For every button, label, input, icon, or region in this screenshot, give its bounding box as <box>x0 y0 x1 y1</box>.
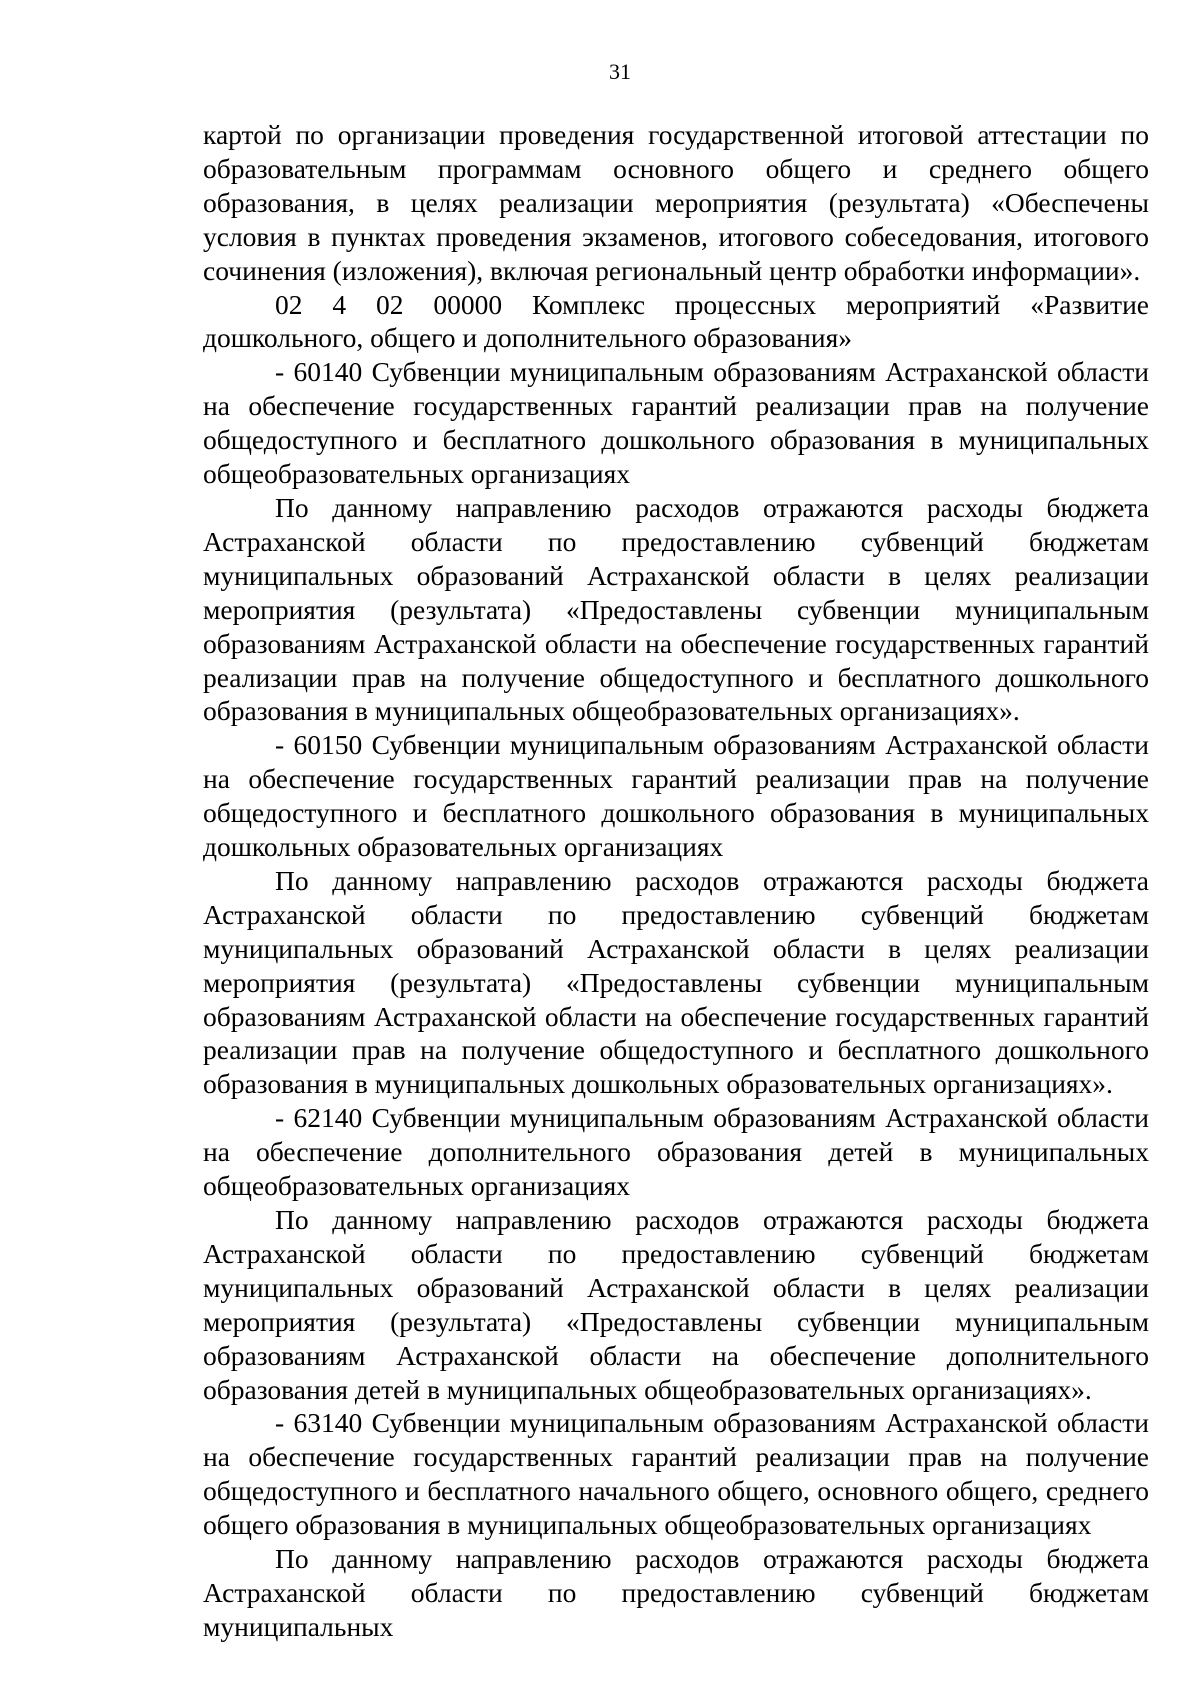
paragraph-description-60140: По данному направлению расходов отражаются расходы бюджета Астраханской области по предоставлению субвенций бюджетам муниципальных образований Астраханской области в целях реализации мероприятия (результата) «Предоставлены субвенции муниципальным образованиям Астраханской области на обеспечение государственных гарантий реализации прав на получение общедоступного и бесплатного дошкольного образования в муниципальных общеобразовательных организациях». <box>203 491 1149 727</box>
page-number: 31 <box>609 59 631 84</box>
paragraph-item-60150: - 60150 Субвенции муниципальным образованиям Астраханской области на обеспечение государственных гарантий реализации прав на получение общедоступного и бесплатного дошкольного образования в муниципальных дошкольных образовательных организациях <box>203 729 1149 863</box>
document-body <box>203 118 1149 1644</box>
paragraph-description-60150: По данному направлению расходов отражаются расходы бюджета Астраханской области по предоставлению субвенций бюджетам муниципальных образований Астраханской области в целях реализации мероприятия (результата) «Предоставлены субвенции муниципальным образованиям Астраханской области на обеспечение государственных гарантий реализации прав на получение общедоступного и бесплатного дошкольного образования в муниципальных дошкольных образовательных организациях». <box>203 864 1149 1100</box>
paragraph-item-62140: - 62140 Субвенции муниципальным образованиям Астраханской области на обеспечение дополнительного образования детей в муниципальных общеобразовательных организациях <box>203 1102 1149 1202</box>
paragraph-description-63140: По данному направлению расходов отражаются расходы бюджета Астраханской области по предоставлению субвенций бюджетам муниципальных <box>203 1543 1149 1642</box>
paragraph-section-heading: 02 4 02 00000 Комплекс процессных мероприятий «Развитие дошкольного, общего и дополнительного образования» <box>203 288 1149 354</box>
paragraph-description-62140: По данному направлению расходов отражаются расходы бюджета Астраханской области по предоставлению субвенций бюджетам муниципальных образований Астраханской области в целях реализации мероприятия (результата) «Предоставлены субвенции муниципальным образованиям Астраханской области на обеспечение дополнительного образования детей в муниципальных общеобразовательных организациях». <box>203 1204 1149 1405</box>
paragraph-item-63140: - 63140 Субвенции муниципальным образованиям Астраханской области на обеспечение государственных гарантий реализации прав на получение общедоступного и бесплатного начального общего, основного общего, среднего общего образования в муниципальных общеобразовательных организациях <box>203 1407 1149 1541</box>
paragraph-item-60140: - 60140 Субвенции муниципальным образованиям Астраханской области на обеспечение государственных гарантий реализации прав на получение общедоступного и бесплатного дошкольного образования в муниципальных общеобразовательных организациях <box>203 356 1149 490</box>
paragraph-continuation: картой по организации проведения государственной итоговой аттестации по образовательным программам основного общего и среднего общего образования, в целях реализации мероприятия (результата) «Обеспечены условия в пунктах проведения экзаменов, итогового собеседования, итогового сочинения (изложения), включая региональный центр обработки информации». <box>203 119 1149 286</box>
